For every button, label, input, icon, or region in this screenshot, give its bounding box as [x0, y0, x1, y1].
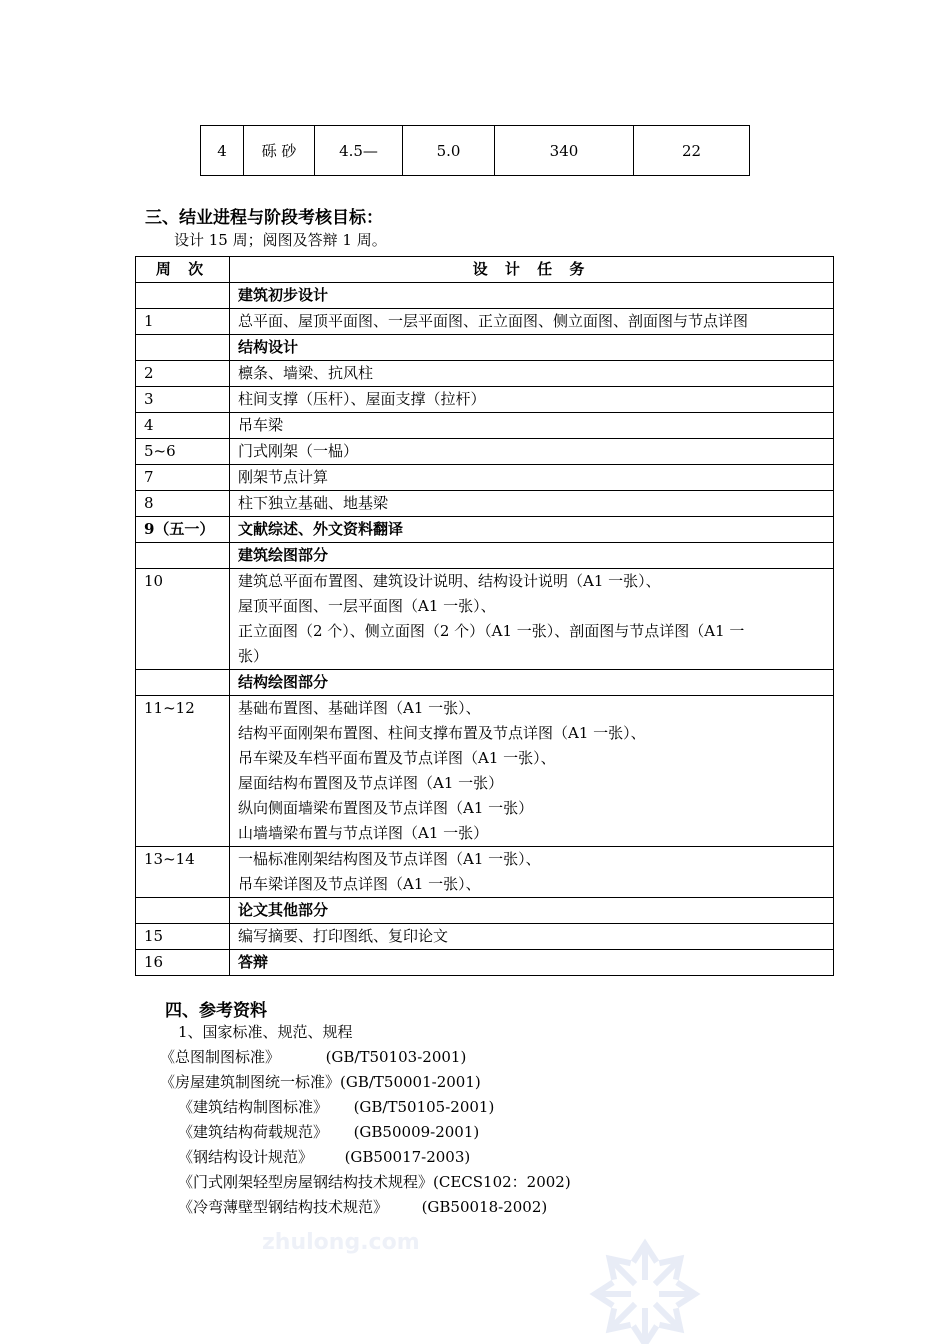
task-cell	[230, 898, 834, 924]
reference-item	[178, 1171, 571, 1192]
reference-name: 《建筑结构荷载规范》	[178, 1123, 329, 1141]
task-cell	[230, 670, 834, 696]
table-row	[136, 898, 834, 924]
task-line: 一榀标准刚架结构图及节点详图（A1 一张）、	[238, 850, 541, 868]
task-line: 编写摘要、打印图纸、复印论文	[238, 927, 449, 945]
task-line: 吊车梁及车档平面布置及节点详图（A1 一张）、	[238, 749, 556, 767]
reference-item	[160, 1046, 466, 1067]
table-row	[136, 387, 834, 413]
week-cell: 13~14	[136, 847, 230, 898]
reference-code: (GB/T50103-2001)	[325, 1048, 467, 1066]
snowflake-logo-icon	[585, 1232, 705, 1344]
table-row	[136, 569, 834, 670]
reference-item	[178, 1146, 470, 1167]
table-row	[136, 491, 834, 517]
table-row	[136, 283, 834, 309]
task-line: 柱间支撑（压杆）、屋面支撑（拉杆）	[238, 390, 486, 408]
task-line: 正立面图（2 个）、侧立面图（2 个）（A1 一张）、剖面图与节点详图（A1 一	[238, 622, 745, 640]
task-cell	[230, 950, 834, 976]
week-cell	[136, 670, 230, 696]
task-line: 结构设计	[238, 338, 299, 356]
section-3-intro: 设计 15 周；阅图及答辩 1 周。	[174, 231, 387, 249]
table-row	[136, 670, 834, 696]
reference-name: 《房屋建筑制图统一标准》	[160, 1073, 341, 1091]
schedule-table	[135, 256, 834, 976]
table-row	[136, 309, 834, 335]
table-cell: 22	[634, 126, 750, 176]
task-line: 檩条、墙梁、抗风柱	[238, 364, 374, 382]
week-cell: 5~6	[136, 439, 230, 465]
reference-item	[160, 1071, 481, 1092]
task-line: 论文其他部分	[238, 901, 329, 919]
task-line: 建筑绘图部分	[238, 546, 329, 564]
task-line: 文献综述、外文资料翻译	[238, 520, 404, 538]
task-line: 柱下独立基础、地基梁	[238, 494, 389, 512]
table-row	[136, 950, 834, 976]
task-cell	[230, 465, 834, 491]
week-cell: 4	[136, 413, 230, 439]
table-header-row	[136, 257, 834, 283]
week-cell: 3	[136, 387, 230, 413]
week-cell: 2	[136, 361, 230, 387]
table-row	[136, 696, 834, 847]
task-line: 屋顶平面图、一层平面图（A1 一张）、	[238, 597, 496, 615]
table-row	[201, 126, 750, 176]
header-week: 周 次	[136, 257, 230, 283]
week-cell: 1	[136, 309, 230, 335]
task-line: 结构平面刚架布置图、柱间支撑布置及节点详图（A1 一张）、	[238, 724, 646, 742]
table-row	[136, 517, 834, 543]
week-cell	[136, 543, 230, 569]
task-cell	[230, 413, 834, 439]
week-cell: 16	[136, 950, 230, 976]
task-line: 基础布置图、基础详图（A1 一张）、	[238, 699, 481, 717]
task-cell	[230, 491, 834, 517]
week-cell: 7	[136, 465, 230, 491]
table-cell: 5.0	[403, 126, 495, 176]
week-cell: 8	[136, 491, 230, 517]
watermark-text: zhulong.com	[262, 1230, 420, 1255]
task-line: 纵向侧面墙梁布置图及节点详图（A1 一张）	[238, 799, 534, 817]
reference-item	[178, 1196, 547, 1217]
task-line: 总平面、屋顶平面图、一层平面图、正立面图、侧立面图、剖面图与节点详图	[238, 312, 749, 330]
week-cell: 11~12	[136, 696, 230, 847]
task-cell	[230, 569, 834, 670]
task-line: 刚架节点计算	[238, 468, 329, 486]
task-cell	[230, 309, 834, 335]
reference-name: 《钢结构设计规范》	[178, 1148, 314, 1166]
soil-table	[200, 125, 750, 176]
task-cell	[230, 439, 834, 465]
task-cell	[230, 924, 834, 950]
table-row	[136, 465, 834, 491]
task-line: 建筑初步设计	[238, 286, 329, 304]
reference-code: (GB50017-2003)	[344, 1148, 471, 1166]
task-line: 屋面结构布置图及节点详图（A1 一张）	[238, 774, 504, 792]
week-cell	[136, 898, 230, 924]
task-cell	[230, 517, 834, 543]
task-line: 门式刚架（一榀）	[238, 442, 359, 460]
reference-name: 《门式刚架轻型房屋钢结构技术规程》	[178, 1173, 434, 1191]
reference-item	[178, 1121, 479, 1142]
reference-name: 《建筑结构制图标准》	[178, 1098, 329, 1116]
section-4-subtitle: 1、国家标准、规范、规程	[178, 1023, 353, 1041]
reference-code: (CECS102：2002)	[433, 1173, 571, 1191]
table-row	[136, 847, 834, 898]
task-cell	[230, 847, 834, 898]
task-cell	[230, 361, 834, 387]
task-line: 山墙墙梁布置与节点详图（A1 一张）	[238, 824, 489, 842]
task-cell	[230, 387, 834, 413]
week-cell	[136, 335, 230, 361]
task-cell	[230, 283, 834, 309]
section-3-title: 三、结业进程与阶段考核目标：	[145, 208, 383, 228]
reference-code: (GB/T50105-2001)	[353, 1098, 495, 1116]
task-line: 吊车梁	[238, 416, 284, 434]
task-cell	[230, 543, 834, 569]
table-row	[136, 335, 834, 361]
task-cell	[230, 335, 834, 361]
task-line: 建筑总平面布置图、建筑设计说明、结构设计说明（A1 一张）、	[238, 572, 661, 590]
section-4-title: 四、参考资料	[165, 1001, 267, 1021]
week-cell	[136, 283, 230, 309]
reference-code: (GB/T50001-2001)	[340, 1073, 481, 1091]
table-row	[136, 924, 834, 950]
table-cell: 4	[201, 126, 244, 176]
table-row	[136, 439, 834, 465]
reference-name: 《冷弯薄壁型钢结构技术规范》	[178, 1198, 389, 1216]
reference-name: 《总图制图标准》	[160, 1048, 281, 1066]
task-cell	[230, 696, 834, 847]
reference-item	[178, 1096, 494, 1117]
reference-code: (GB50009-2001)	[353, 1123, 480, 1141]
task-line: 吊车梁详图及节点详图（A1 一张）、	[238, 875, 481, 893]
table-cell: 4.5—	[315, 126, 403, 176]
table-cell: 340	[495, 126, 634, 176]
table-row	[136, 361, 834, 387]
table-row	[136, 543, 834, 569]
week-cell: 10	[136, 569, 230, 670]
task-line: 结构绘图部分	[238, 673, 329, 691]
week-cell: 9（五一）	[136, 517, 230, 543]
table-row	[136, 413, 834, 439]
header-task: 设 计 任 务	[230, 257, 834, 283]
task-line: 答辩	[238, 953, 269, 971]
week-cell: 15	[136, 924, 230, 950]
table-cell: 砾 砂	[244, 126, 315, 176]
reference-code: (GB50018-2002)	[421, 1198, 548, 1216]
task-line: 张）	[238, 647, 269, 665]
